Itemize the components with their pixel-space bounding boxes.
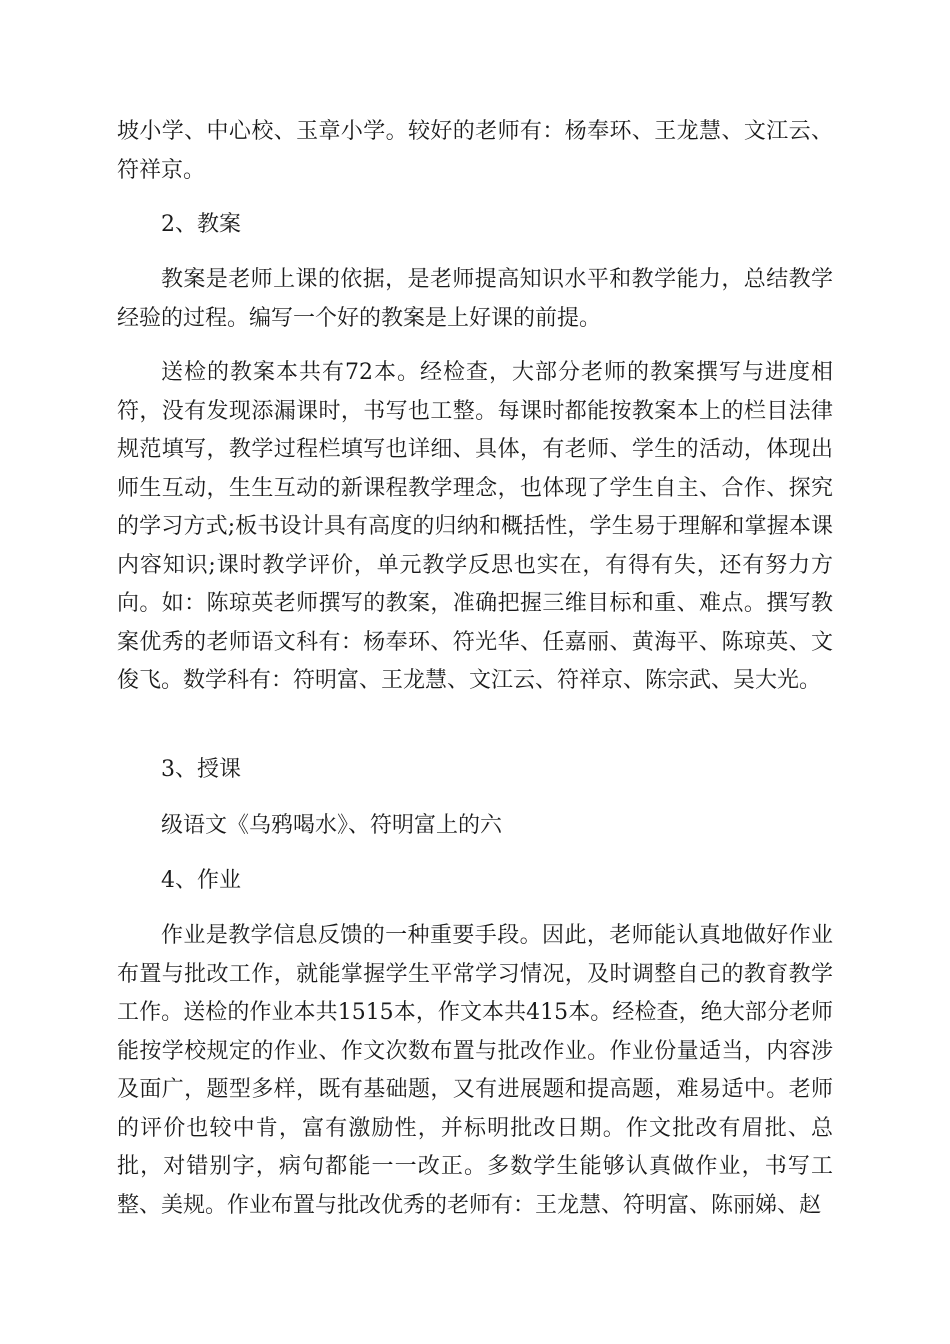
heading-lesson-plans: 2、教案 xyxy=(161,212,241,237)
paragraph-lesson-plan-review: 送检的教案本共有72本。经检查，大部分老师的教案撰写与进度相符，没有发现添漏课时，书写也工整。每课时都能按教案本上的栏目法律规范填写，教学过程栏填写也详细、具体，有老师、学生的活动，体现出师生互动，生生互动的新课程教学理念，也体现了学生自主、合作、探究的学习方式;板书设计具有高度的归纳和概括性，学生易于理解和掌握本课内容知识;课时教学评价，单元教学反思也实在，有得有失，还有努力方向。如：陈琼英老师撰写的教案，准确把握三维目标和重、难点。撰写教案优秀的老师语文科有：杨奉环、符光华、任嘉丽、黄海平、陈琼英、文俊飞。数学科有：符明富、王龙慧、文江云、符祥京、陈宗武、吴大光。 xyxy=(117,360,833,693)
paragraph-lesson-plan-intro: 教案是老师上课的依据，是老师提高知识水平和教学能力，总结教学经验的过程。编写一个好的教案是上好课的前提。 xyxy=(117,267,833,331)
heading-teaching: 3、授课 xyxy=(161,757,241,782)
paragraph-teaching: 级语文《乌鸦喝水》、符明富上的六 xyxy=(161,813,503,838)
paragraph-school-list: 坡小学、中心校、玉章小学。较好的老师有：杨奉环、王龙慧、文江云、符祥京。 xyxy=(117,119,833,183)
heading-homework: 4、作业 xyxy=(161,868,241,893)
paragraph-homework: 作业是教学信息反馈的一种重要手段。因此，老师能认真地做好作业布置与批改工作，就能掌握学生平常学习情况，及时调整自己的教育教学工作。送检的作业本共1515本，作文本共415本。经检查，绝大部分老师能按学校规定的作业、作文次数布置与批改作业。作业份量适当，内容涉及面广，题型多样，既有基础题，又有进展题和提高题，难易适中。老师的评价也较中肯，富有激励性，并标明批改日期。作文批改有眉批、总批，对错别字，病句都能一一改正。多数学生能够认真做作业，书写工整、美规。作业布置与批改优秀的老师有：王龙慧、符明富、陈丽娣、赵 xyxy=(117,923,833,1218)
